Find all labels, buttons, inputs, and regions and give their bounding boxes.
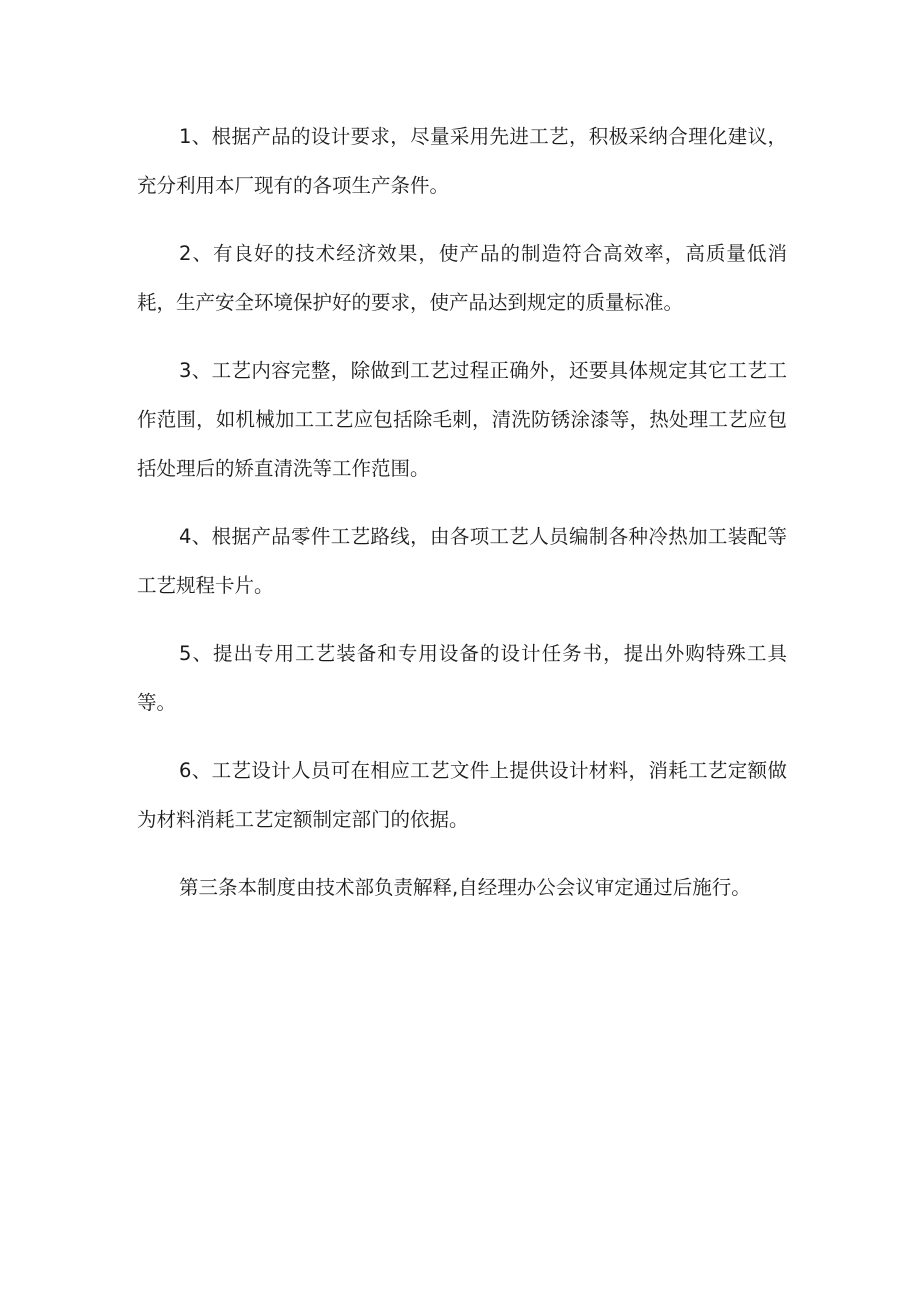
paragraph-item-4: 4、根据产品零件工艺路线，由各项工艺人员编制各种冷热加工装配等工艺规程卡片。 (137, 525, 787, 597)
paragraph-item-2: 2、有良好的技术经济效果，使产品的制造符合高效率，高质量低消耗，生产安全环境保护好的要求，使产品达到规定的质量标准。 (137, 242, 787, 314)
document-body (137, 112, 787, 931)
paragraph-item-5: 5、提出专用工艺装备和专用设备的设计任务书，提出外购特殊工具等。 (137, 642, 787, 714)
article-three-paragraph: 第三条本制度由技术部负责解释,自经理办公会议审定通过后施行。 (179, 876, 751, 899)
paragraph-item-6: 6、工艺设计人员可在相应工艺文件上提供设计材料，消耗工艺定额做为材料消耗工艺定额制定部门的依据。 (137, 759, 787, 831)
paragraph-item-3: 3、工艺内容完整，除做到工艺过程正确外，还要具体规定其它工艺工作范围，如机械加工工艺应包括除毛刺，清洗防锈涂漆等，热处理工艺应包括处理后的矫直清洗等工作范围。 (137, 359, 787, 480)
paragraph-item-1: 1、根据产品的设计要求，尽量采用先进工艺，积极采纳合理化建议，充分利用本厂现有的各项生产条件。 (137, 125, 787, 197)
